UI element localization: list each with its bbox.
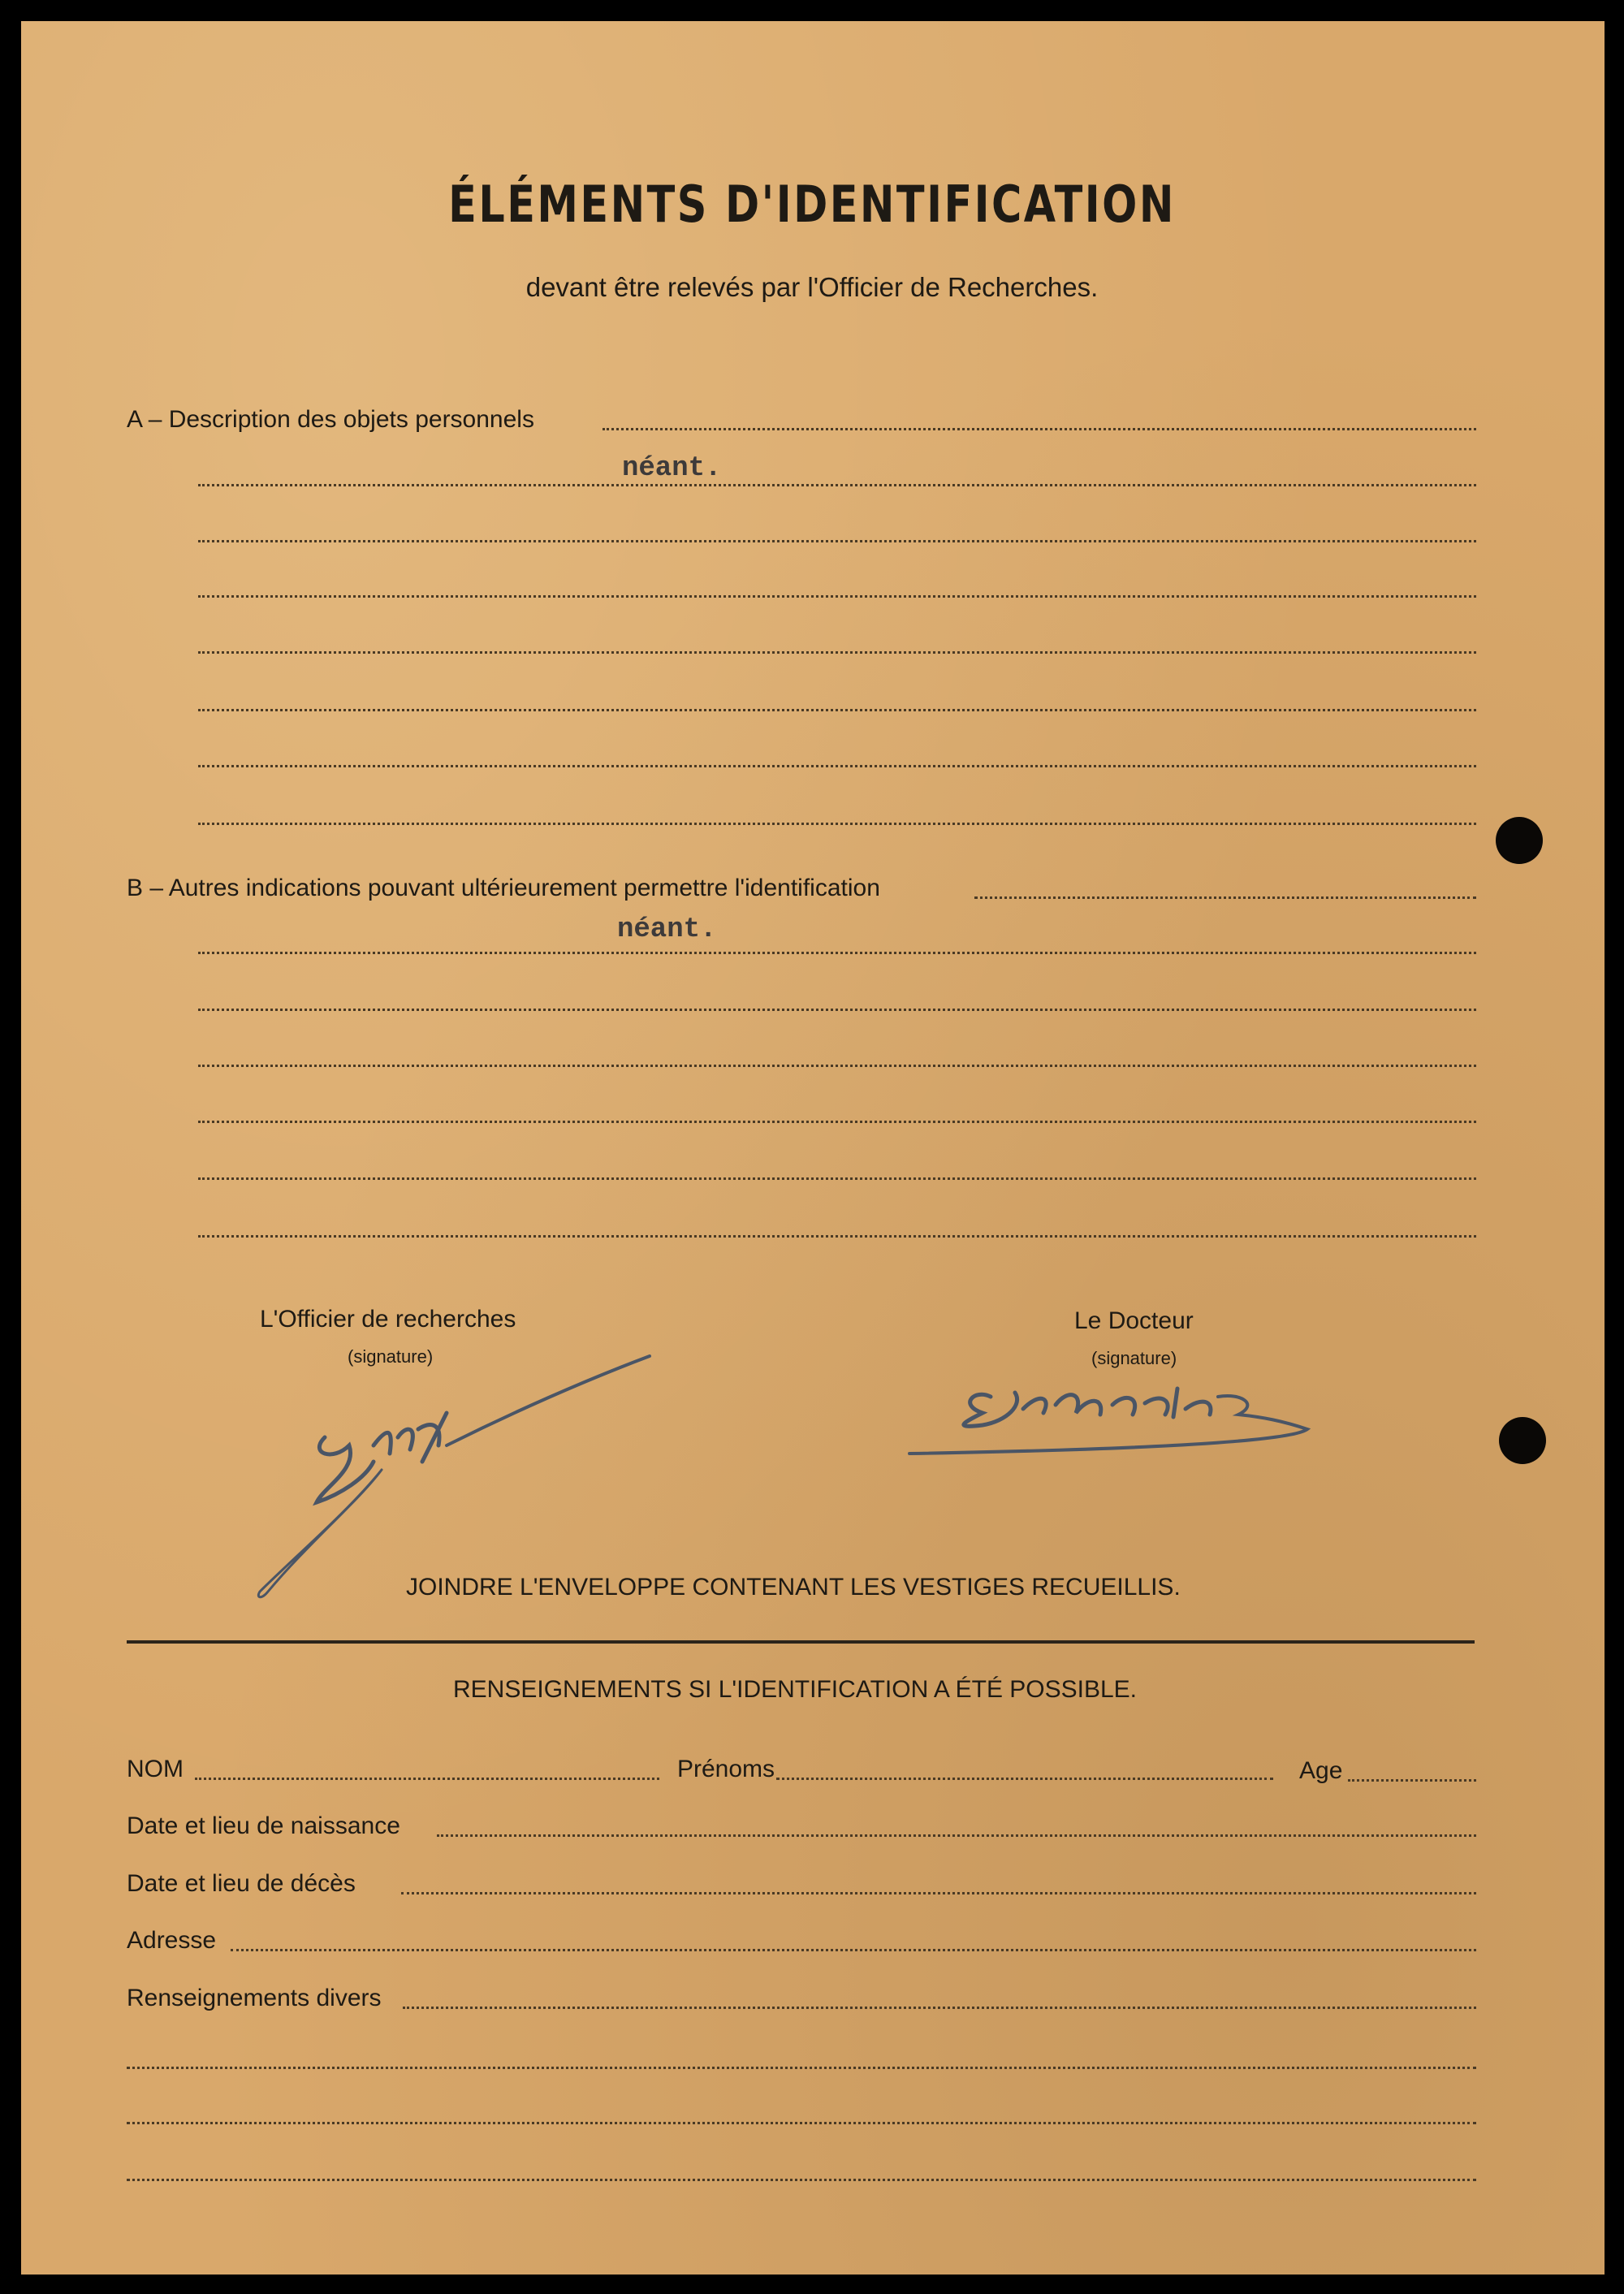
identification-heading: RENSEIGNEMENTS SI L'IDENTIFICATION A ÉTÉ POSSIBLE. [453,1676,1138,1703]
naissance-field[interactable] [437,1834,1476,1837]
prenoms-label: Prénoms [677,1756,775,1782]
section-a-line-8[interactable] [198,823,1476,825]
divers-field-3[interactable] [127,2122,1476,2124]
deces-field[interactable] [401,1892,1476,1894]
section-b-line-7[interactable] [198,1235,1476,1238]
section-divider [127,1640,1475,1644]
section-a-line-7[interactable] [198,765,1476,767]
section-a-label: A – Description des objets personnels [127,406,534,433]
doctor-title: Le Docteur [1074,1307,1194,1334]
section-a-line-2[interactable] [198,484,1476,486]
divers-label: Renseignements divers [127,1985,382,2011]
section-a-typed-value: néant. [622,453,722,484]
prenoms-field[interactable] [776,1778,1273,1780]
doctor-signature [901,1364,1356,1462]
nom-field[interactable] [195,1778,659,1780]
form-sheet [21,21,1605,2275]
section-b-line-5[interactable] [198,1121,1476,1123]
section-a-line-5[interactable] [198,651,1476,654]
section-a-line-4[interactable] [198,595,1476,598]
section-b-line-3[interactable] [198,1009,1476,1011]
page-title: ÉLÉMENTS D'IDENTIFICATION [448,175,1176,234]
punch-hole-lower [1499,1417,1546,1464]
envelope-instruction: JOINDRE L'ENVELOPPE CONTENANT LES VESTIGES RECUEILLIS. [406,1574,1181,1601]
age-field[interactable] [1348,1779,1476,1782]
age-label: Age [1299,1757,1343,1784]
section-a-line-3[interactable] [198,540,1476,542]
divers-field-1[interactable] [403,2007,1476,2009]
section-b-label: B – Autres indications pouvant ultérieurement permettre l'identification [127,875,880,901]
section-b-typed-value: néant. [617,914,717,945]
section-b-line-4[interactable] [198,1065,1476,1067]
deces-label: Date et lieu de décès [127,1870,356,1897]
section-b-line-6[interactable] [198,1177,1476,1180]
section-a-line-1[interactable] [603,428,1476,430]
page-subtitle: devant être relevés par l'Officier de Recherches. [525,272,1099,302]
divers-field-4[interactable] [127,2179,1476,2181]
nom-label: NOM [127,1756,184,1782]
adresse-label: Adresse [127,1927,217,1954]
punch-hole-upper [1496,817,1543,864]
section-a-line-6[interactable] [198,709,1476,711]
section-b-line-2[interactable] [198,952,1476,954]
naissance-label: Date et lieu de naissance [127,1812,400,1839]
adresse-field[interactable] [231,1949,1476,1951]
officer-signature-note: (signature) [348,1346,434,1367]
officer-signature [244,1348,666,1608]
doctor-signature-note: (signature) [1091,1348,1177,1368]
section-b-line-1[interactable] [974,896,1476,899]
divers-field-2[interactable] [127,2067,1476,2069]
officer-title: L'Officier de recherches [260,1306,516,1333]
